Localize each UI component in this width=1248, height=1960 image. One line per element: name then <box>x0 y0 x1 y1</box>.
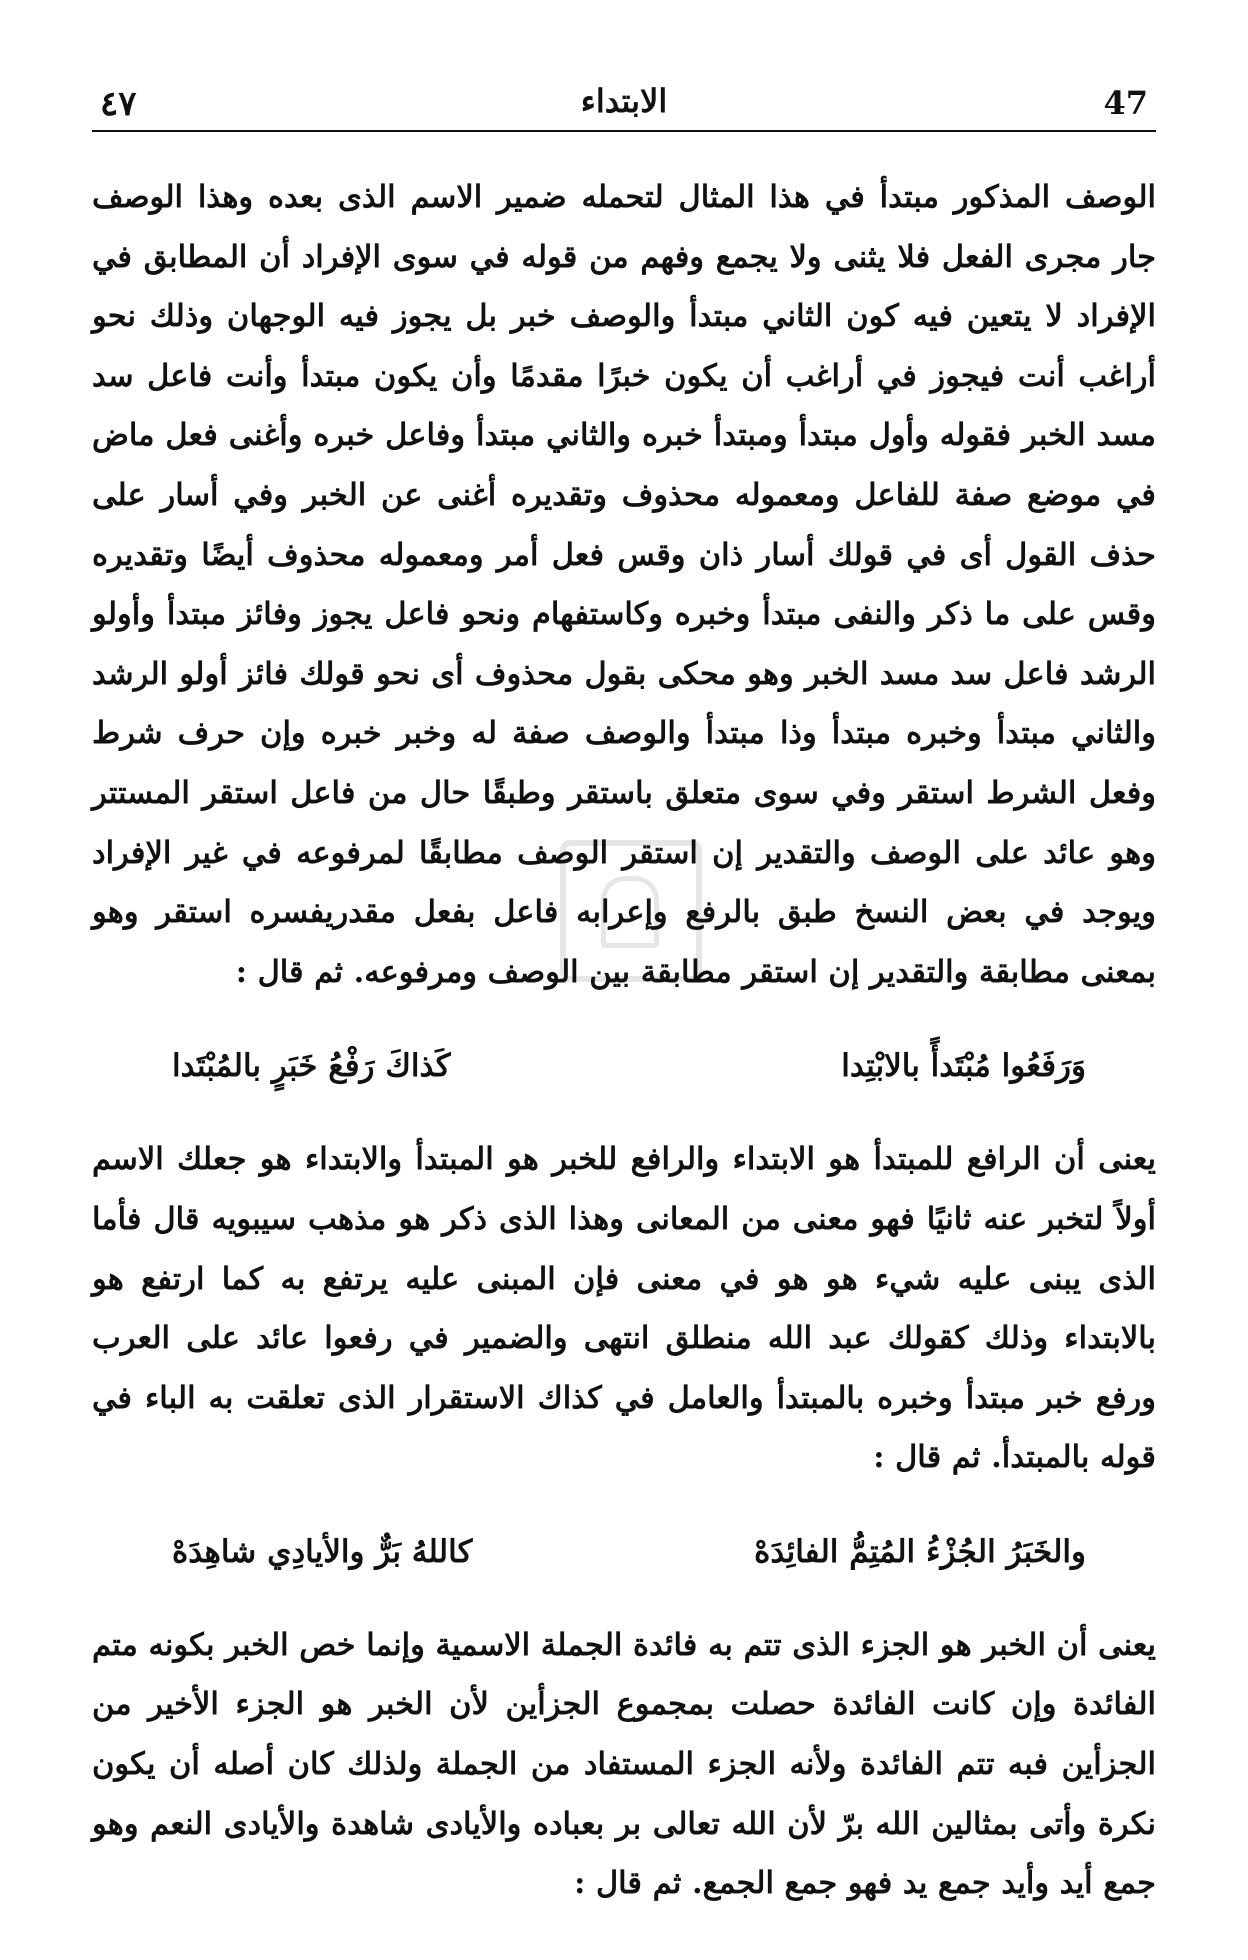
page-header <box>92 78 1156 132</box>
page-number-arabic: ٤٧ <box>100 84 137 124</box>
verse-2 <box>92 1488 1156 1616</box>
paragraph-3: يعنى أن الخبر هو الجزء الذى تتم به فائدة الجملة الاسمية وإنما خص الخبر بكونه متم الفائدة وإن كانت الفائدة حصلت بمجموع الجزأين لأن الخبر هو الجزء الأخير من الجزأين فبه تتم الفائدة ولأنه الجزء المستفاد من الجملة ولذلك كان أصله أن يكون نكرة وأتى بمثالين الله برّ لأن الله تعالى بر بعباده والأيادى شاهدة والأيادى النعم وهو جمع أيد وأيد جمع يد فهو جمع الجمع. ثم قال : <box>92 1626 1156 1902</box>
page-number-latin: 47 <box>1103 84 1148 122</box>
verse-2-second-hemistich: كاللهُ بَرٌّ والأيادِي شاهِدَهْ <box>172 1533 473 1570</box>
verse-1-first-hemistich: وَرَفَعُوا مُبْتَدأً بالابْتِدا <box>841 1048 1086 1085</box>
page-body <box>92 168 1156 1914</box>
paragraph-1: الوصف المذكور مبتدأ في هذا المثال لتحمله ضمير الاسم الذى بعده وهذا الوصف جار مجرى الفعل فلا يثنى ولا يجمع وفهم من قوله في سوى الإفراد أن المطابق في الإفراد لا يتعين فيه كون الثاني مبتدأ والوصف خبر بل يجوز فيه الوجهان وذلك نحو أراغب أنت فيجوز في أراغب أن يكون خبرًا مقدمًا وأن يكون مبتدأ وأنت فاعل سد مسد الخبر فقوله وأول مبتدأ ومبتدأ خبره والثاني مبتدأ وفاعل خبره وأغنى فعل ماض في موضع صفة للفاعل ومعموله محذوف وتقديره أغنى عن الخبر وفي أسار على حذف القول أى في قولك أسار ذان وقس فعل أمر ومعموله محذوف أيضًا وتقديره وقس على ما ذكر والنفى مبتدأ وخبره وكاستفهام ونحو فاعل يجوز وفائز مبتدأ وأولو الرشد فاعل سد مسد الخبر وهو محكى بقول محذوف أى نحو قولك فائز أولو الرشد والثاني مبتدأ وخبره مبتدأ وذا مبتدأ والوصف صفة له وخبر خبره وإن حرف شرط وفعل الشرط استقر وفي سوى متعلق باستقر وطبقًا حال من فاعل استقر المستتر وهو عائد على الوصف والتقدير إن استقر الوصف مطابقًا لمرفوعه في غير الإفراد ويوجد في بعض النسخ طبق بالرفع وإعرابه فاعل بفعل مقدريفسره استقر وهو بمعنى مطابقة والتقدير إن استقر مطابقة بين الوصف ومرفوعه. ثم قال : <box>92 179 1156 990</box>
chapter-title: الابتداء <box>580 82 668 120</box>
verse-1-second-hemistich: كَذاكَ رَفْعُ خَبَرٍ بالمُبْتَدا <box>172 1048 451 1085</box>
paragraph-2: يعنى أن الرافع للمبتدأ هو الابتداء والرافع للخبر هو المبتدأ والابتداء هو جعلك الاسم أولاً لتخبر عنه ثانيًا فهو معنى من المعانى وهذا الذى ذكر هو مذهب سيبويه قال فأما الذى يبنى عليه شيء هو هو في معنى فإن المبنى عليه يرتفع به كما ارتفع هو بالابتداء وذلك كقولك عبد الله منطلق انتهى والضمير في رفعوا عائد على العرب ورفع خبر مبتدأ وخبره بالمبتدأ والعامل في كذاك الاستقرار الذى تعلقت به الباء في قوله بالمبتدأ. ثم قال : <box>92 1141 1156 1476</box>
verse-2-first-hemistich: والخَبَرُ الجُزْءُ المُتِمُّ الفائِدَهْ <box>754 1533 1086 1570</box>
verse-1 <box>92 1002 1156 1130</box>
